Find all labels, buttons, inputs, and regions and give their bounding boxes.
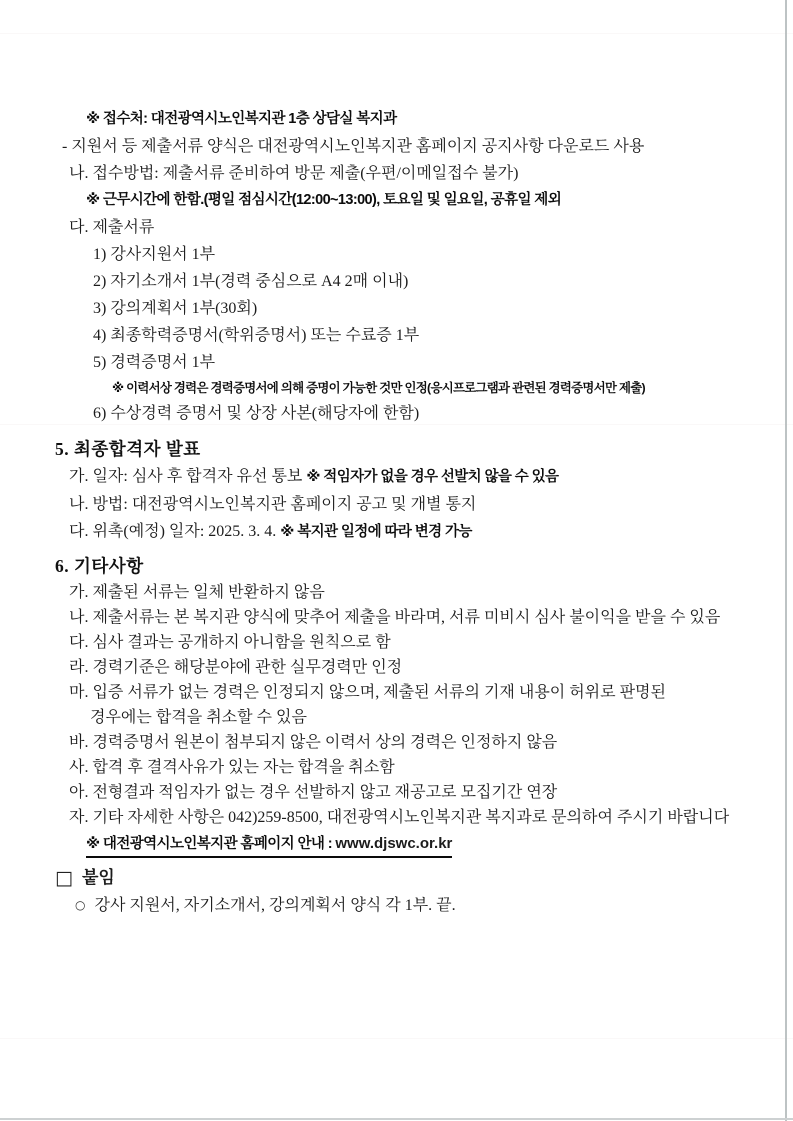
- misc-heading: 6. 기타사항: [55, 556, 144, 576]
- required-docs-label: 다. 제출서류: [69, 219, 155, 236]
- announcement-method-line: 나. 방법: 대전광역시노인복지관 홈페이지 공고 및 개별 통지: [69, 496, 477, 513]
- doc-item-5: 5) 경력증명서 1부: [93, 354, 216, 371]
- homepage-label: ※ 대전광역시노인복지관 홈페이지 안내 :: [86, 836, 336, 852]
- misc-item-3: 다. 심사 결과는 공개하지 아니함을 원칙으로 함: [69, 634, 391, 651]
- doc-item-1: 1) 강사지원서 1부: [93, 246, 216, 263]
- homepage-info-line: [86, 830, 785, 858]
- scan-edge-right-line: [785, 0, 787, 1121]
- homepage-underline-wrap: [86, 833, 452, 858]
- doc-item-2: 2) 자기소개서 1부(경력 중심으로 A4 2매 이내): [93, 273, 409, 290]
- attachment-heading-line: [55, 864, 785, 892]
- career-proof-note: ※ 이력서상 경력은 경력증명서에 의해 증명이 가능한 것만 인정(응시프로그램과 관련된 경력증명서만 제출): [112, 381, 645, 395]
- section-attachment: [0, 864, 785, 919]
- doc-item-6: 6) 수상경력 증명서 및 상장 사본(해당자에 한함): [93, 405, 420, 422]
- section-final-announcement: [0, 435, 785, 546]
- scan-edge-bottom-line: [0, 1118, 793, 1120]
- misc-item-5-continuation: 경우에는 합격을 취소할 수 있음: [90, 709, 307, 726]
- misc-item-1: 가. 제출된 서류는 일체 반환하지 않음: [69, 584, 325, 601]
- misc-item-7: 사. 합격 후 결격사유가 있는 자는 합격을 취소함: [69, 759, 395, 776]
- announcement-date-text: 가. 일자: 심사 후 합격자 유선 통보: [69, 468, 307, 485]
- doc-item-4: 4) 최종학력증명서(학위증명서) 또는 수료증 1부: [93, 327, 420, 344]
- attachment-item-text: 강사 지원서, 자기소개서, 강의계획서 양식 각 1부. 끝.: [94, 897, 456, 914]
- reception-place-note: ※ 접수처: 대전광역시노인복지관 1층 상담실 복지과: [86, 111, 397, 127]
- appointment-date-text: 다. 위촉(예정) 일자: 2025. 3. 4.: [69, 523, 281, 540]
- misc-item-9: 자. 기타 자세한 사항은 042)259-8500, 대전광역시노인복지관 복지과로 문의하여 주시기 바랍니다: [69, 809, 730, 826]
- misc-item-6: 바. 경력증명서 원본이 첨부되지 않은 이력서 상의 경력은 인정하지 않음: [69, 734, 558, 751]
- form-download-line: - 지원서 등 제출서류 양식은 대전광역시노인복지관 홈페이지 공지사항 다운로드 사용: [62, 138, 645, 155]
- doc-item-3: 3) 강의계획서 1부(30회): [93, 300, 258, 317]
- section-submission: [0, 106, 785, 427]
- homepage-url: www.djswc.or.kr: [335, 835, 453, 852]
- attachment-item-line: [75, 892, 785, 919]
- appointment-date-line: [69, 518, 785, 546]
- misc-item-5: 마. 입증 서류가 없는 경력은 인정되지 않으며, 제출된 서류의 기재 내용이 허위로 판명된: [69, 684, 666, 701]
- circle-bullet-icon: ○: [75, 898, 86, 912]
- misc-item-4: 라. 경력기준은 해당분야에 관한 실무경력만 인정: [69, 659, 403, 676]
- section-misc: [0, 552, 785, 858]
- attachment-heading: 붙임: [81, 868, 115, 887]
- scan-noise-line: [0, 33, 793, 34]
- no-candidate-note: ※ 적임자가 없을 경우 선발치 않을 수 있음: [306, 469, 559, 485]
- schedule-change-note: ※ 복지관 일정에 따라 변경 가능: [280, 524, 472, 540]
- announcement-date-line: [69, 463, 785, 491]
- misc-item-2: 나. 제출서류는 본 복지관 양식에 맞추어 제출을 바라며, 서류 미비시 심사 불이익을 받을 수 있음: [69, 609, 721, 626]
- square-checkbox-icon: □: [55, 867, 73, 889]
- scan-noise-line: [0, 1038, 793, 1039]
- misc-item-8: 아. 전형결과 적임자가 없는 경우 선발하지 않고 재공고로 모집기간 연장: [69, 784, 558, 801]
- final-announcement-heading: 5. 최종합격자 발표: [55, 439, 201, 459]
- document-content: [0, 106, 785, 919]
- working-hours-note: ※ 근무시간에 한함.(평일 점심시간(12:00~13:00), 토요일 및 일요일, 공휴일 제외: [86, 192, 562, 208]
- submission-method-line: 나. 접수방법: 제출서류 준비하여 방문 제출(우편/이메일접수 불가): [69, 165, 519, 182]
